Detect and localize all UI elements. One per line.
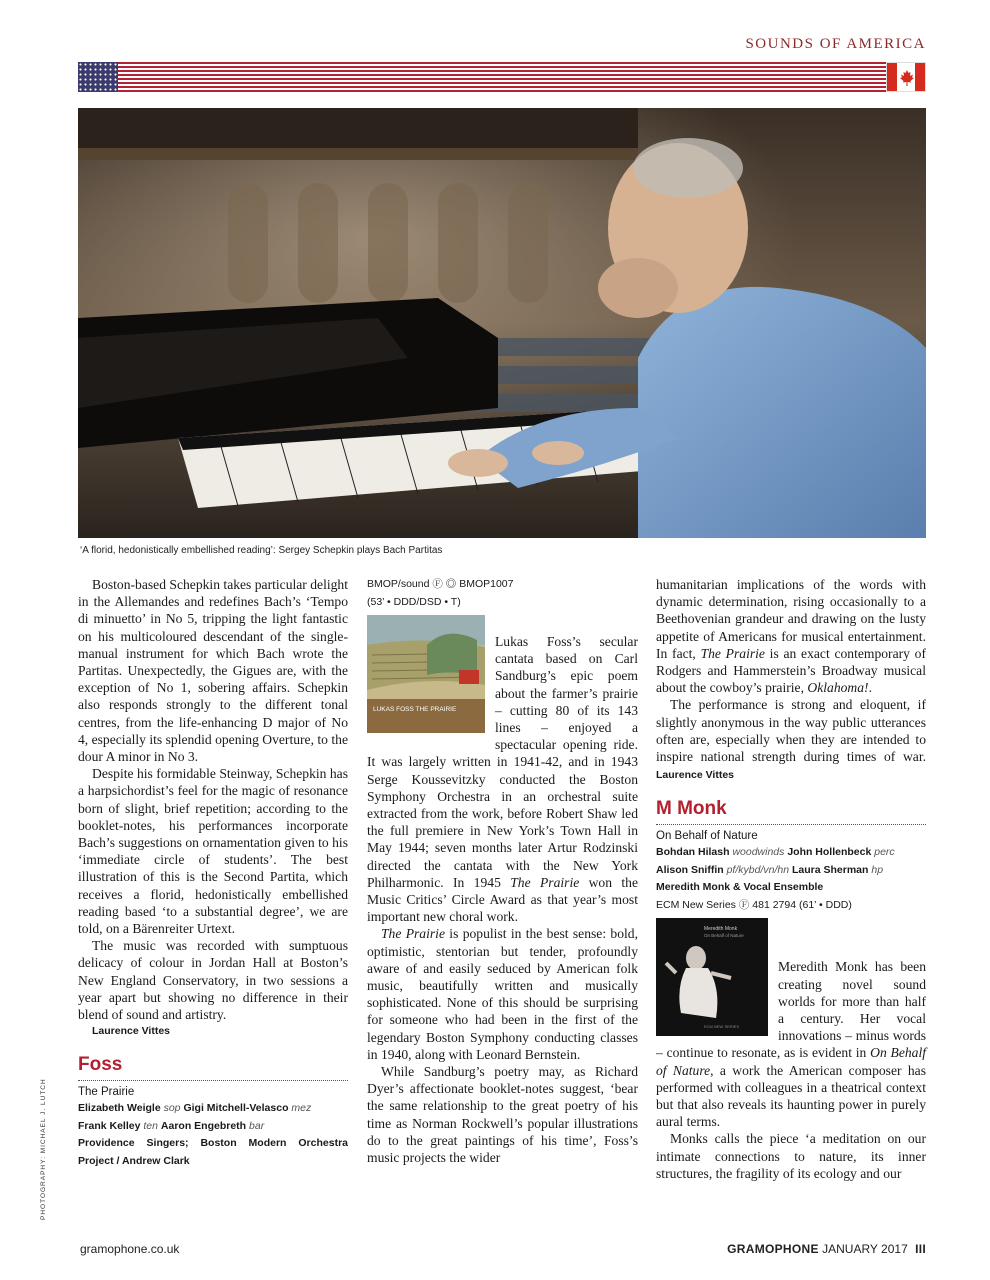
paragraph: Despite his formidable Steinway, Schepkin has a harpsichordist’s feel for the magic of resonance born of slight, brief repetition; according to the booklet-notes, his performances incorporate Bach’s suggestions on ornamentation given to his ‘immediate circle of students’. The best illustration of this is the Second Partita, which receives a florid, hedonistically embellished reading based ‘to a substantial degree’, we are told, on a Bärenreiter Urtext. (78, 766, 348, 937)
us-flag-stripes (78, 62, 926, 92)
paragraph: Monks calls the piece ‘a meditation on our intimate connections to nature, its inner structures, the fragility of its ecology and our (656, 1131, 926, 1181)
paragraph: The music was recorded with sumptuous delicacy of colour in Jordan Hall at Boston’s New England Conservatory, in two sessions a year apart but showing no difference in their blend of sound and artistry. (78, 938, 348, 1023)
flag-banner (78, 62, 926, 92)
work-title: The Prairie (78, 1086, 135, 1099)
catalogue-details: (53’ • DDD/DSD • T) (367, 595, 461, 608)
column-2 (367, 576, 638, 1166)
paragraph: While Sandburg’s poetry may, as Richard Dyer’s affectionate booklet-notes suggest, ‘bear the same relationship to the great poetry of his time as Norman Rockwell’s popular illustrations do to the great paintings of his time’, Foss’s music projects the wider (367, 1064, 638, 1166)
photo-caption: ‘A florid, hedonistically embellished reading’: Sergey Schepkin plays Bach Partitas (80, 545, 443, 556)
paragraph: humanitarian implications of the words with dynamic determination, rising occasionally to a Beethovenian grandeur and drawing on the lusty appetite of Americans for musical entertainment. In fact, The Prairie is an exact contemporary of Rodgers and Hammerstein’s Broadway musical about the cowboy’s prairie, Oklahoma!. (656, 577, 926, 696)
column-1 (78, 576, 348, 1170)
byline: Laurence Vittes (656, 769, 735, 782)
performers: Elizabeth Weigle sop Gigi Mitchell-Velasco mez Frank Kelley ten Aaron Engebreth bar Providence Singers; Boston Modern Orchestra Project / Andrew Clark (78, 1102, 348, 1167)
cover-title: LUKAS FOSS THE PRAIRIE (373, 706, 457, 713)
paragraph: The Prairie is populist in the best sense: bold, optimistic, stentorian but tender, profoundly aware of and easily seduced by American folk music, beautifully written and musically sophisticated. None of this should be surprising for someone who had been in the first of the legendary Boston Symphony conducting classes in 1940, along with Leonard Bernstein. (367, 926, 638, 1062)
page-number: III (915, 1242, 926, 1256)
foss-album-cover (367, 615, 485, 733)
review-heading-monk: M Monk (656, 798, 926, 825)
review-heading-foss: Foss (78, 1054, 348, 1081)
paragraph: Boston-based Schepkin takes particular delight in the Allemandes and redefines Bach’s ‘Tempo di minuetto’ in No 5, tripping the light fantastic on his multicoloured descendant of the single-manual instrument for which Bach wrote the Partitas. Unexpectedly, the Gigues are, with the exception of No 1, sobering affairs. Schepkin also responds strongly to the different tonal centres, from the life-enhancing D major of No 4, especially its splendid opening Overture, to the dour A minor in No 3. (78, 577, 348, 765)
catalogue-number: BMOP/sound Ⓕ ◎ BMOP1007 (367, 578, 514, 590)
footer-website: gramophone.co.uk (80, 1242, 180, 1256)
byline: Laurence Vittes (92, 1025, 171, 1038)
cover-subtitle: On Behalf of Nature (704, 933, 744, 939)
maple-leaf-icon (900, 70, 914, 86)
pianist-photo (78, 108, 926, 538)
catalogue-number: ECM New Series Ⓕ 481 2794 (61’ • DDD) (656, 898, 852, 911)
monk-album-cover (656, 918, 768, 1036)
work-title: On Behalf of Nature (656, 830, 758, 843)
cover-label: ECM NEW SERIES (704, 1024, 740, 1030)
paragraph: Lukas Foss’s secular cantata based on Carl Sandburg’s epic poem about the farmer’s prairie – cutting 80 of its 143 lines – enjoyed a spectacular opening ride. It was largely written in 1941-42, and in 1943 Serge Koussevitzky conducted the Boston Symphony Orchestra in an orchestral suite extracted from the work, before Robert Shaw led the full premiere in New York’s Town Hall in May 1944; seven months later Artur Rodzinski directed the cantata with the New York Philharmonic. In 1945 The Prairie won the Music Critics’ Circle Award as that year’s most important new choral work. (367, 634, 638, 925)
column-3 (656, 576, 926, 1182)
issue-date: JANUARY 2017 (822, 1242, 908, 1256)
paragraph: Meredith Monk has been creating novel sound worlds for more than half a century. Her vocal innovations – minus words – continue to resonate, as is evident in On Behalf of Nature, a work the American composer has performed with colleagues in a theatrical context but that also reveals its haunting power in purely aural terms. (656, 959, 927, 1130)
magazine-name: GRAMOPHONE (727, 1242, 819, 1256)
performers: Bohdan Hilash woodwinds John Hollenbeck perc Alison Sniffin pf/kybd/vn/hn Laura Sherman hp Meredith Monk & Vocal Ensemble (656, 846, 895, 894)
footer-issue (727, 1242, 926, 1256)
section-title: SOUNDS OF AMERICA (745, 36, 926, 52)
paragraph: The performance is strong and eloquent, if slightly anonymous in the way public utterances often are, especially when they are intended to inspire national strength during times of war. Laurence Vittes (656, 697, 926, 782)
cover-title: Meredith Monk (704, 926, 738, 933)
canada-flag-icon (886, 62, 926, 92)
us-flag-icon (78, 62, 118, 92)
photo-credit: PHOTOGRAPHY: MICHAEL J. LUTCH (40, 1078, 47, 1220)
